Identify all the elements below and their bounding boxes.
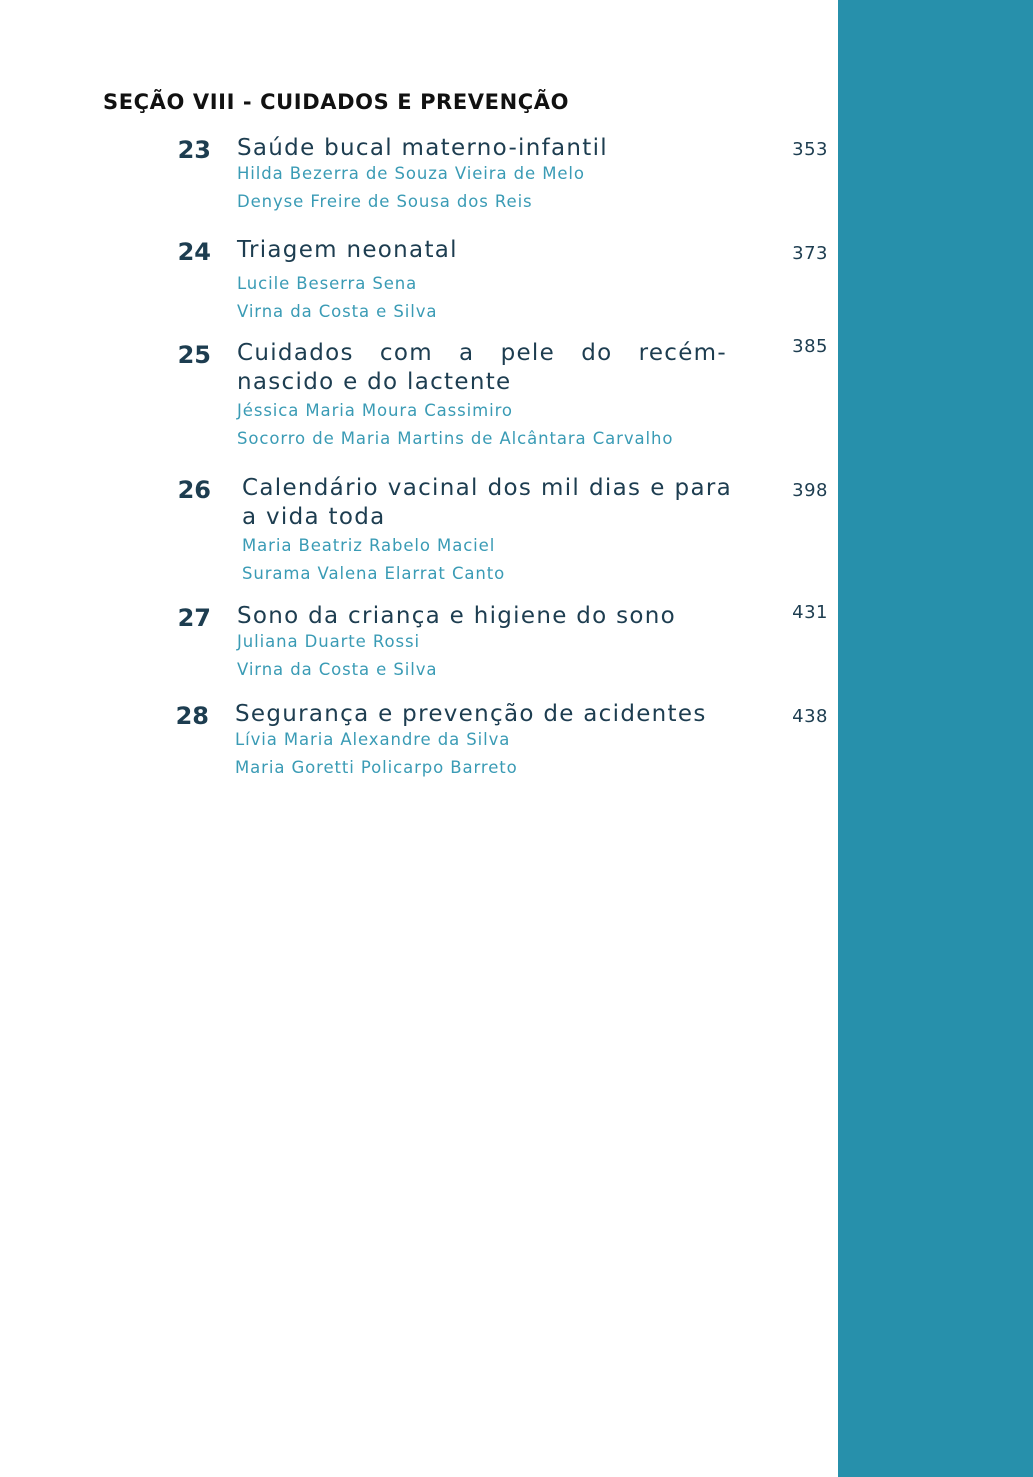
chapter-author: Maria Beatriz Rabelo Maciel (242, 536, 496, 555)
chapter-title: Calendário vacinal dos mil dias e para a vida toda (242, 475, 732, 530)
chapter-author: Jéssica Maria Moura Cassimiro (237, 401, 513, 420)
page-number: 438 (792, 706, 828, 727)
chapter-title: Sono da criança e higiene do sono (237, 603, 677, 629)
section-title: SEÇÃO VIII - CUIDADOS E PREVENÇÃO (103, 90, 570, 114)
chapter-number: 26 (177, 476, 211, 504)
page-number: 373 (792, 243, 828, 264)
page-number: 431 (792, 602, 828, 623)
chapter-author: Lívia Maria Alexandre da Silva (235, 730, 511, 749)
chapter-number: 28 (175, 702, 209, 730)
chapter-author: Lucile Beserra Sena (237, 274, 418, 293)
chapter-author: Hilda Bezerra de Souza Vieira de Melo (237, 164, 585, 183)
chapter-title: Saúde bucal materno-infantil (237, 135, 608, 161)
chapter-title: Triagem neonatal (237, 237, 458, 263)
chapter-title: Segurança e prevenção de acidentes (235, 701, 707, 727)
chapter-number: 24 (177, 238, 211, 266)
chapter-author: Denyse Freire de Sousa dos Reis (237, 192, 533, 211)
chapter-author: Juliana Duarte Rossi (237, 632, 420, 651)
page-number: 385 (792, 336, 828, 357)
chapter-number: 25 (177, 341, 211, 369)
chapter-author: Surama Valena Elarrat Canto (242, 564, 506, 583)
sidebar-band (838, 0, 1033, 1477)
page-number: 398 (792, 480, 828, 501)
chapter-title: Cuidados com a pele do recém-nascido e do lactente (237, 340, 727, 395)
chapter-number: 27 (177, 604, 211, 632)
chapter-author: Maria Goretti Policarpo Barreto (235, 758, 518, 777)
chapter-author: Virna da Costa e Silva (237, 302, 438, 321)
chapter-author: Virna da Costa e Silva (237, 660, 438, 679)
chapter-author: Socorro de Maria Martins de Alcântara Carvalho (237, 429, 674, 448)
page-number: 353 (792, 139, 828, 160)
chapter-number: 23 (177, 136, 211, 164)
